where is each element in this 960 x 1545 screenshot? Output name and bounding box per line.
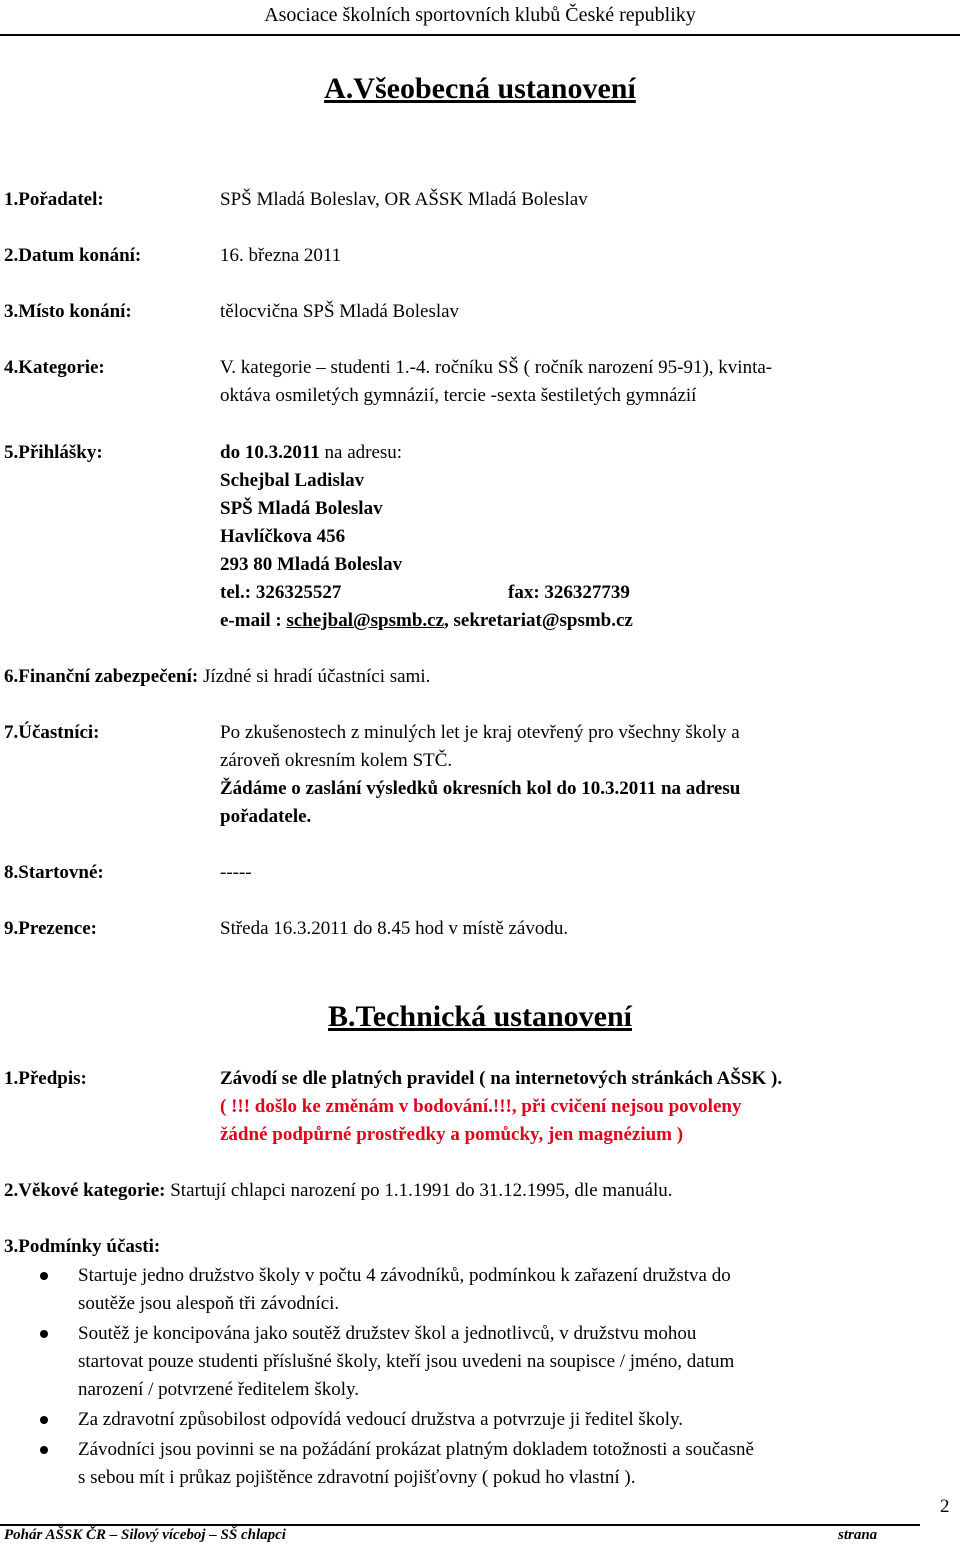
- value-prezence: Středa 16.3.2011 do 8.45 hod v místě závodu.: [220, 918, 569, 939]
- email-link-schejbal[interactable]: schejbal@spsmb.cz: [286, 610, 445, 631]
- value-datum: 16. března 2011: [220, 245, 342, 266]
- predpis-line2-excl: !!!: [492, 1096, 512, 1117]
- prihlasky-address-suffix: na adresu:: [319, 442, 403, 463]
- label-ucastnici: 7.Účastníci:: [4, 722, 100, 743]
- value-financni: Jízdné si hradí účastníci sami.: [198, 666, 431, 687]
- value-vekove: Startují chlapci narození po 1.1.1991 do 31.12.1995, dle manuálu.: [165, 1180, 673, 1201]
- value-ucastnici-request2: pořadatele.: [220, 806, 312, 827]
- label-vekove: 2.Věkové kategorie:: [4, 1180, 166, 1201]
- value-poradatel: SPŠ Mladá Boleslav, OR AŠSK Mladá Boleslav: [220, 189, 588, 210]
- value-prihlasky-deadline: [220, 439, 402, 467]
- predpis-line2-notice: !!! došlo ke změnám v bodování.: [231, 1096, 493, 1117]
- prihlasky-fax: fax: 326327739: [508, 582, 630, 603]
- prihlasky-city: 293 80 Mladá Boleslav: [220, 554, 403, 575]
- bullet-2-line3: narození / potvrzené ředitelem školy.: [78, 1379, 360, 1400]
- prihlasky-email-line: [220, 607, 633, 635]
- value-ucastnici-line2: zároveň okresním kolem STČ.: [220, 750, 453, 771]
- label-financni: 6.Finanční zabezpečení:: [4, 666, 199, 687]
- bullet-1-line1: Startuje jedno družstvo školy v počtu 4 závodníků, podmínkou k zařazení družstva do: [78, 1265, 731, 1286]
- email-prefix: e-mail :: [220, 610, 287, 631]
- bullet-dot-2: [40, 1330, 48, 1338]
- value-misto: tělocvična SPŠ Mladá Boleslav: [220, 301, 460, 322]
- prihlasky-tel: tel.: 326325527: [220, 582, 342, 603]
- header-divider: [0, 34, 960, 36]
- label-podminky: 3.Podmínky účasti:: [4, 1236, 161, 1257]
- page-number: 2: [940, 1496, 950, 1517]
- bullet-dot-3: [40, 1416, 48, 1424]
- bullet-4-line1: Závodníci jsou povinni se na požádání prokázat platným dokladem totožnosti a současně: [78, 1439, 754, 1460]
- label-prihlasky: 5.Přihlášky:: [4, 442, 103, 463]
- label-startovne: 8.Startovné:: [4, 862, 104, 883]
- bullet-1-line2: soutěže jsou alespoň tři závodníci.: [78, 1293, 340, 1314]
- bullet-dot-1: [40, 1272, 48, 1280]
- bullet-dot-4: [40, 1446, 48, 1454]
- bullet-3-line1: Za zdravotní způsobilost odpovídá vedoucí družstva a potvrzuje ji ředitel školy.: [78, 1409, 684, 1430]
- predpis-line1: Závodí se dle platných pravidel ( na internetových stránkách AŠSK ).: [220, 1068, 783, 1089]
- header-org-name: Asociace školních sportovních klubů České republiky: [264, 4, 696, 26]
- footer-title: Pohár AŠSK ČR – Silový víceboj – SŠ chlapci: [4, 1527, 286, 1543]
- predpis-line2-rest: , při cvičení nejsou povoleny: [511, 1096, 742, 1117]
- footer-strana: strana: [838, 1527, 878, 1543]
- vekove-line: [4, 1177, 673, 1205]
- prihlasky-street: Havlíčkova 456: [220, 526, 346, 547]
- label-predpis: 1.Předpis:: [4, 1068, 87, 1089]
- prihlasky-date: do 10.3.2011: [220, 442, 320, 463]
- predpis-line2-open: (: [220, 1096, 232, 1117]
- value-startovne: -----: [220, 862, 252, 883]
- bullet-2-line2: startovat pouze studenti příslušné školy, kteří jsou uvedeni na soupisce / jméno, datum: [78, 1351, 735, 1372]
- footer-divider: [0, 1524, 920, 1526]
- value-ucastnici-line1: Po zkušenostech z minulých let je kraj otevřený pro všechny školy a: [220, 722, 740, 743]
- financni-line: [4, 663, 430, 691]
- prihlasky-name: Schejbal Ladislav: [220, 470, 365, 491]
- bullet-4-line2: s sebou mít i průkaz pojištěnce zdravotní pojišťovny ( pokud ho vlastní ).: [78, 1467, 636, 1488]
- email-secondary: , sekretariat@spsmb.cz: [444, 610, 633, 631]
- label-prezence: 9.Prezence:: [4, 918, 98, 939]
- value-ucastnici-request1: Žádáme o zaslání výsledků okresních kol do 10.3.2011 na adresu: [220, 778, 741, 799]
- label-datum: 2.Datum konání:: [4, 245, 142, 266]
- value-kategorie-line1: V. kategorie – studenti 1.-4. ročníku SŠ ( ročník narození 95-91), kvinta-: [220, 357, 773, 378]
- label-kategorie: 4.Kategorie:: [4, 357, 105, 378]
- section-b-title: B.Technická ustanovení: [328, 1000, 632, 1033]
- value-kategorie-line2: oktáva osmiletých gymnázií, tercie -sexta šestiletých gymnázií: [220, 385, 697, 406]
- prihlasky-school: SPŠ Mladá Boleslav: [220, 498, 383, 519]
- label-misto: 3.Místo konání:: [4, 301, 132, 322]
- predpis-line2: [220, 1093, 741, 1121]
- predpis-line3: žádné podpůrné prostředky a pomůcky, jen magnézium ): [220, 1124, 684, 1145]
- label-poradatel: 1.Pořadatel:: [4, 189, 104, 210]
- bullet-2-line1: Soutěž je koncipována jako soutěž družstev škol a jednotlivců, v družstvu mohou: [78, 1323, 697, 1344]
- section-a-title: A.Všeobecná ustanovení: [324, 72, 636, 105]
